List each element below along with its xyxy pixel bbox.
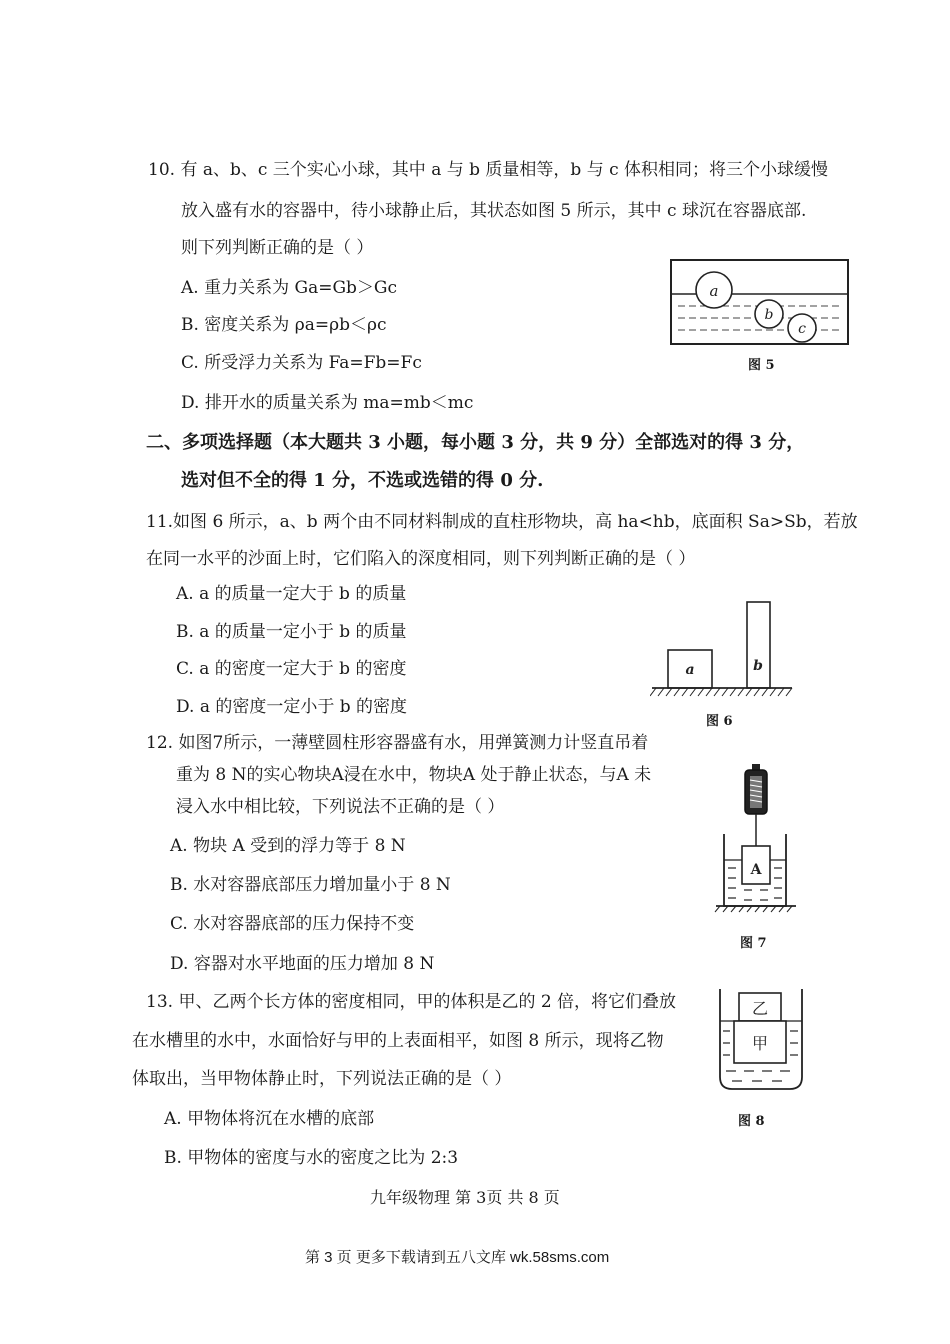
- q10-line-2: 放入盛有水的容器中，待小球静止后，其状态如图 5 所示，其中 c 球沉在容器底部.: [181, 201, 807, 221]
- q10-option-d: D. 排开水的质量关系为 ma=mb＜mc: [181, 393, 474, 413]
- q12-line-2: 重为 8 N的实心物块A浸在水中，物块A 处于静止状态，与A 未: [176, 765, 652, 785]
- figure-7: [712, 764, 802, 914]
- block-b-label: b: [753, 658, 763, 674]
- block-A-label: A: [750, 862, 762, 878]
- q11-option-a: A. a 的质量一定大于 b 的质量: [176, 584, 407, 604]
- block-jia-label: 甲: [751, 1034, 769, 1053]
- figure-6-caption: 图 6: [706, 714, 733, 729]
- download-notice: 第 3 页 更多下载请到五八文库 wk.58sms.com: [305, 1249, 610, 1266]
- container: [671, 260, 848, 344]
- q10-option-b: B. 密度关系为 ρa=ρb＜ρc: [181, 315, 387, 335]
- q10-option-a: A. 重力关系为 Ga=Gb＞Gc: [181, 278, 398, 298]
- section-2-heading-line-1: 二、多项选择题（本大题共 3 小题，每小题 3 分，共 9 分）全部选对的得 3 分，: [146, 432, 805, 453]
- q12-line-1: 12. 如图7所示，一薄壁圆柱形容器盛有水，用弹簧测力计竖直吊着: [146, 733, 649, 753]
- q13-line-1: 13. 甲、乙两个长方体的密度相同，甲的体积是乙的 2 倍，将它们叠放: [146, 992, 677, 1012]
- block-a-label: a: [685, 662, 695, 678]
- ball-b-label: b: [764, 307, 774, 323]
- q13-line-3: 体取出，当甲物体静止时，下列说法正确的是（ ）: [132, 1069, 512, 1089]
- q10-line-1: 10. 有 a、b、c 三个实心小球，其中 a 与 b 质量相等，b 与 c 体积相同；将三个小球缓慢: [148, 160, 829, 180]
- q10-option-c: C. 所受浮力关系为 Fa=Fb=Fc: [181, 353, 422, 373]
- q13-option-a: A. 甲物体将沉在水槽的底部: [164, 1109, 375, 1129]
- q12-option-c: C. 水对容器底部的压力保持不变: [170, 914, 415, 934]
- q13-option-b: B. 甲物体的密度与水的密度之比为 2:3: [164, 1148, 459, 1168]
- q11-line-2: 在同一水平的沙面上时，它们陷入的深度相同，则下列判断正确的是（ ）: [146, 549, 696, 569]
- spring-scale-hook-top: [752, 764, 760, 770]
- figure-7-caption: 图 7: [740, 936, 767, 951]
- block-b: [747, 602, 770, 688]
- q11-option-b: B. a 的质量一定小于 b 的质量: [176, 622, 407, 642]
- figure-8: [714, 985, 808, 1093]
- figure-5: [668, 256, 852, 348]
- q12-option-d: D. 容器对水平地面的压力增加 8 N: [170, 954, 435, 974]
- q11-line-1: 11.如图 6 所示，a、b 两个由不同材料制成的直柱形物块，高 ha<hb，底面积 Sa>Sb，若放: [146, 512, 858, 532]
- figure-6: [650, 598, 800, 700]
- q12-option-a: A. 物块 A 受到的浮力等于 8 N: [170, 836, 406, 856]
- section-2-heading-line-2: 选对但不全的得 1 分，不选或选错的得 0 分.: [181, 470, 544, 491]
- q13-line-2: 在水槽里的水中，水面恰好与甲的上表面相平，如图 8 所示，现将乙物: [132, 1031, 664, 1051]
- page-footer-info: 九年级物理 第 3页 共 8 页: [370, 1188, 560, 1207]
- figure-5-caption: 图 5: [748, 358, 775, 373]
- q10-line-3: 则下列判断正确的是（ ）: [181, 238, 374, 258]
- q11-option-c: C. a 的密度一定大于 b 的密度: [176, 659, 407, 679]
- q12-line-3: 浸入水中相比较，下列说法不正确的是（ ）: [176, 797, 505, 817]
- q11-option-d: D. a 的密度一定小于 b 的密度: [176, 697, 408, 717]
- ball-c-label: c: [798, 321, 806, 337]
- block-yi-label: 乙: [751, 999, 769, 1018]
- figure-8-caption: 图 8: [738, 1114, 765, 1129]
- q12-option-b: B. 水对容器底部压力增加量小于 8 N: [170, 875, 451, 895]
- ball-a-label: a: [709, 282, 719, 300]
